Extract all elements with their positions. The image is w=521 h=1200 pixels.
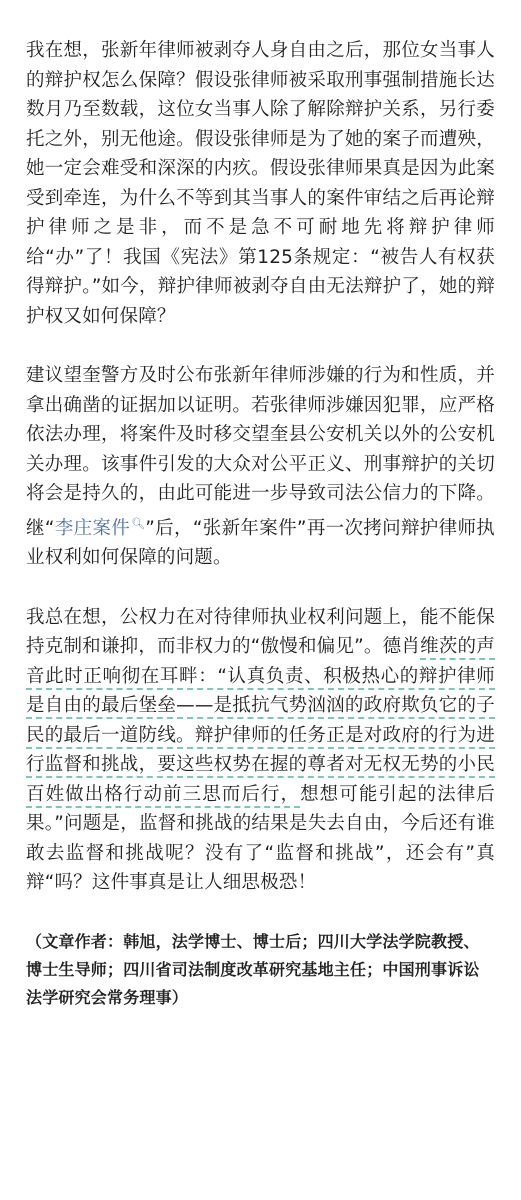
paragraph-2 <box>26 361 495 573</box>
paragraph-1 <box>26 36 495 331</box>
paragraph-2-text-after: ”后，“张新年案件”再一次拷问辩护律师执业权利如何保障的问题。 <box>26 517 496 569</box>
li-zhuang-case-link[interactable] <box>55 518 146 539</box>
paragraph-1-text: 我在想，张新年律师被剥夺人身自由之后，那位女当事人的辩护权怎么保障？假设张律师被采取刑事强制措施长达数月乃至数载，这位女当事人除了解除辩护关系，另行委托之外，别无他途。假设张律师是为了她的案子而遭殃，她一定会难受和深深的内疚。假设张律师果真是因为此案受到牵连，为什么不等到其当事人的案件审结之后再论辩护律师之是非，而不是急不可耐地先将辩护律师给“办”了！我国《宪法》第125条规定：“被告人有权获得辩护。”如今，辩护律师被剥夺自由无法辩护了，她的辩护权又如何保障？ <box>26 40 495 327</box>
highlighted-quote[interactable]: 维茨的声音此时正响彻在耳畔：“认真负责、积极热心的辩护律师是自由的最后堡垒——是抵抗气势汹汹的政府欺负它的子民的最后一道防线。辩护律师的任务正是对政府的行为进行监督和挑战，要这些权势在握的尊者对无权无势的小民百姓做出格行动前三思而后行， <box>26 636 495 808</box>
paragraph-3-text-before: 我总在想，公权力在对待律师执业权利问题上，能不能保持克制和谦抑，而非权力的“傲慢和偏见”。德肖 <box>26 606 495 658</box>
search-icon[interactable]: 🔍︎ <box>131 516 146 530</box>
paragraph-3 <box>26 603 495 898</box>
li-zhuang-case-link-text[interactable]: 李庄案件 <box>54 517 131 539</box>
paragraph-3-text-after: 想想可能引起的法律后果。”问题是，监督和挑战的结果是失去自由，今后还有谁敢去监督和挑战呢？没有了“监督和挑战”，还会有”真辩“吗？这件事真是让人细思极恐！ <box>26 783 495 894</box>
paragraph-2-text-before: 建议望奎警方及时公布张新年律师涉嫌的行为和性质，并拿出确凿的证据加以证明。若张律师涉嫌因犯罪，应严格依法办理，将案件及时移交望奎县公安机关以外的公安机关办理。该事件引发的大众对公平正义、刑事辩护的关切将会是持久的，由此可能进一步导致司法公信力的下降。继“ <box>26 365 495 539</box>
author-note: （文章作者：韩旭，法学博士、博士后；四川大学法学院教授、博士生导师；四川省司法制度改革研究基地主任；中国刑事诉讼法学研究会常务理事） <box>26 931 480 1007</box>
